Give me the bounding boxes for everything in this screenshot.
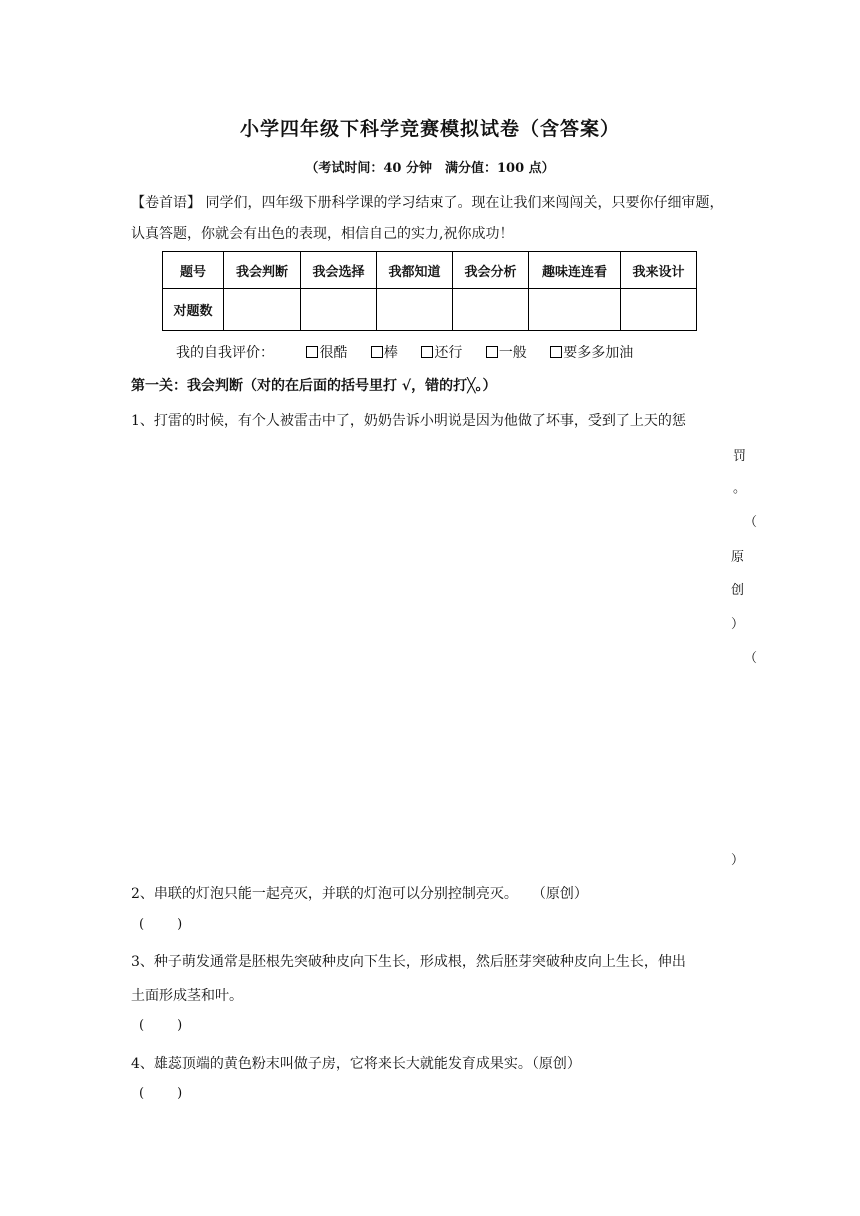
self-eval-option[interactable] [421,345,462,361]
self-eval-option[interactable] [371,345,398,361]
self-evaluation [176,342,652,362]
exam-subtitle: （考试时间：40 分钟 满分值：100 点） [305,161,555,176]
preface-text: 同学们，四年级下册科学课的学习结束了。现在让我们来闯闯关，只要你仔细审题，认真答题，你就会有出色的表现，相信自己的实力,祝你成功！ [131,195,724,242]
section-heading: 第一关：我会判断（对的在后面的括号里打 √，错的打╳。） [131,378,497,394]
score-header-cell: 我来设计 [621,252,697,289]
score-cell[interactable] [453,289,529,331]
score-header-cell: 我都知道 [377,252,453,289]
score-cell[interactable] [621,289,697,331]
answer-blank[interactable]: ( ) [139,917,183,932]
question-3-line-1: 3、种子萌发通常是胚根先突破种皮向下生长，形成根，然后胚芽突破种皮向上生长，伸出 [131,954,686,970]
checkbox-icon[interactable] [550,346,562,358]
question-1-vertical-char: ） [731,617,745,632]
self-eval-option-label: 还行 [434,345,463,361]
question-1: 1、打雷的时候，有个人被雷击中了，奶奶告诉小明说是因为他做了坏事，受到了上天的惩 [131,413,686,429]
question-1-vertical-char: （ [744,515,758,530]
self-eval-option-label: 很酷 [319,345,348,361]
question-1-vertical-char: 创 [731,583,745,598]
self-eval-label: 我的自我评价： [176,345,274,361]
score-cell[interactable] [377,289,453,331]
question-4: 4、雄蕊顶端的黄色粉末叫做子房，它将来长大就能发育成果实。（原创） [131,1056,581,1072]
preface [131,188,731,250]
question-1-vertical-char: 。 [733,481,747,496]
page-title: 小学四年级下科学竞赛模拟试卷（含答案） [239,118,620,140]
score-table [162,251,697,331]
score-header-cell: 我会分析 [453,252,529,289]
self-eval-option[interactable] [486,345,527,361]
checkbox-icon[interactable] [371,346,383,358]
checkbox-icon[interactable] [306,346,318,358]
score-table-header-row [163,252,697,289]
question-2: 2、串联的灯泡只能一起亮灭，并联的灯泡可以分别控制亮灭。 （原创） [131,886,588,902]
score-header-cell: 我会选择 [301,252,377,289]
self-eval-option-label: 一般 [498,345,527,361]
self-eval-option[interactable] [306,345,347,361]
checkbox-icon[interactable] [486,346,498,358]
question-1-answer-paren-close[interactable]: ） [731,853,745,868]
question-3-line-2: 土面形成茎和叶。 [131,988,243,1004]
score-header-cell: 趣味连连看 [529,252,621,289]
score-cell[interactable] [224,289,301,331]
score-header-cell: 题号 [163,252,224,289]
preface-tag: 【卷首语】 [131,195,201,211]
self-eval-option[interactable] [550,345,633,361]
self-eval-option-label: 棒 [383,345,398,361]
checkbox-icon[interactable] [421,346,433,358]
self-eval-option-label: 要多多加油 [563,345,634,361]
score-header-cell: 我会判断 [224,252,301,289]
score-cell[interactable] [301,289,377,331]
score-row-label: 对题数 [163,289,224,331]
question-1-vertical-char: 罚 [733,449,747,464]
answer-blank[interactable]: ( ) [139,1086,183,1101]
score-table-row [163,289,697,331]
score-cell[interactable] [529,289,621,331]
answer-blank[interactable]: ( ) [139,1018,183,1033]
question-1-answer-paren-open[interactable]: （ [744,651,758,666]
question-1-vertical-char: 原 [731,550,745,565]
